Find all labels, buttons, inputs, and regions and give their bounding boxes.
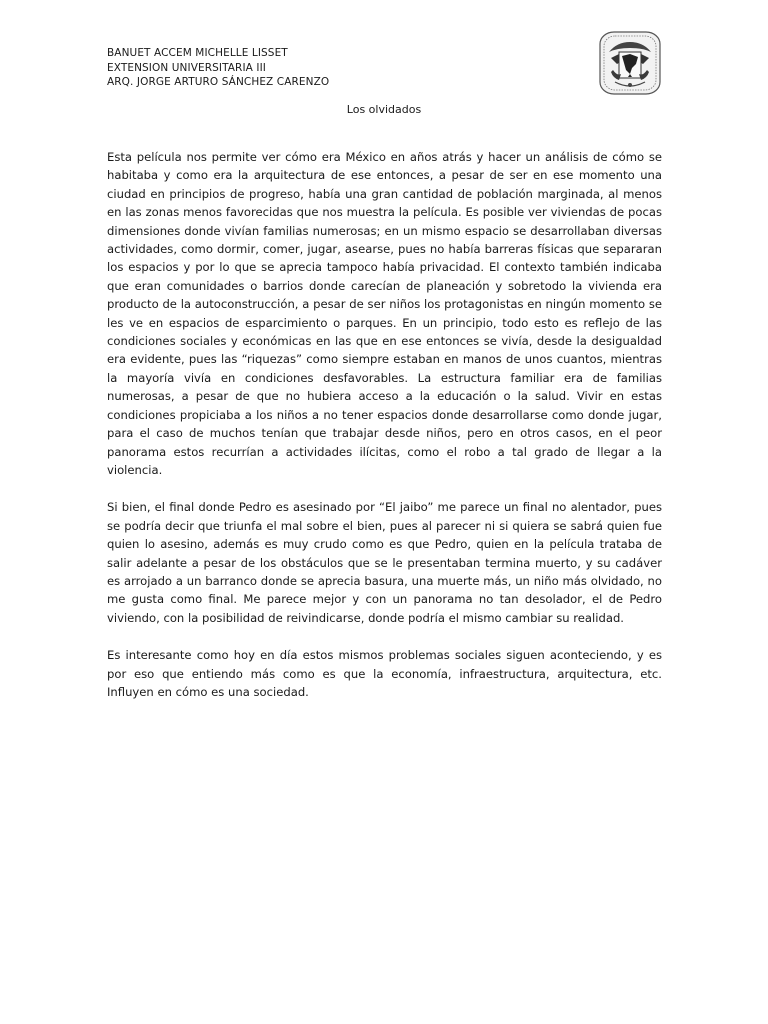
body-paragraph: Esta película nos permite ver cómo era México en años atrás y hacer un análisis de cómo se habitaba y como era la arquitectura de ese entonces, a pesar de ser en ese momento una ciudad en principios de progreso, había una gran cantidad de población marginada, al menos en las zonas menos favorecidas que nos muestra la película. Es posible ver viviendas de pocas dimensiones donde vivían familias numerosas; en un mismo espacio se desarrollaban diversas actividades, como dormir, comer, jugar, asearse, pues no había barreras físicas que separaran los espacios y por lo que se aprecia tampoco había privacidad. El contexto también indicaba que eran comunidades o barrios donde carecían de planeación y sobretodo la vivienda era producto de la autoconstrucción, a pesar de ser niños los protagonistas en ningún momento se les ve en espacios de esparcimiento o parques. En un principio, todo esto es reflejo de las condiciones sociales y económicas en las que en ese entonces se vivía, desde la desigualdad era evidente, pues las “riquezas” como siempre estaban en manos de unos cuantos, mientras la mayoría vivía en condiciones desfavorables. La estructura familiar era de familias numerosas, a pesar de que no hubiera acceso a la educación o la salud. Vivir en estas condiciones propiciaba a los niños a no tener espacios donde desarrollarse como donde jugar, para el caso de muchos tenían que trabajar desde niños, pero en otros casos, en el peor panorama estos recurrían a actividades ilícitas, como el robo a tal grado de llegar a la violencia. (107, 150, 662, 477)
unam-seal-icon (597, 30, 663, 96)
body-paragraph: Es interesante como hoy en día estos mismos problemas sociales siguen aconteciendo, y es por eso que entiendo más como es que la economía, infraestructura, arquitectura, etc. Influyen en cómo es una sociedad. (107, 648, 662, 699)
document-title: Los olvidados (346, 103, 422, 116)
course-name: EXTENSION UNIVERSITARIA III (107, 61, 266, 74)
document-header (107, 46, 329, 90)
author-name: BANUET ACCEM MICHELLE LISSET (107, 47, 288, 59)
professor-name: ARQ. JORGE ARTURO SÁNCHEZ CARENZO (107, 76, 330, 88)
document-body (107, 148, 662, 720)
body-paragraph: Si bien, el final donde Pedro es asesinado por “El jaibo” me parece un final no alentador, pues se podría decir que triunfa el mal sobre el bien, pues al parecer ni si quiera se sabrá quien fue quien lo asesino, además es muy crudo como es que Pedro, quien en la película trataba de salir adelante a pesar de los obstáculos que se le presentaban termina muerto, y su cadáver es arrojado a un barranco donde se aprecia basura, una muerte más, un niño más olvidado, no me gusta como final. Me parece mejor y con un panorama no tan desolador, el de Pedro viviendo, con la posibilidad de reivindicarse, donde podría el mismo cambiar su realidad. (107, 500, 662, 625)
